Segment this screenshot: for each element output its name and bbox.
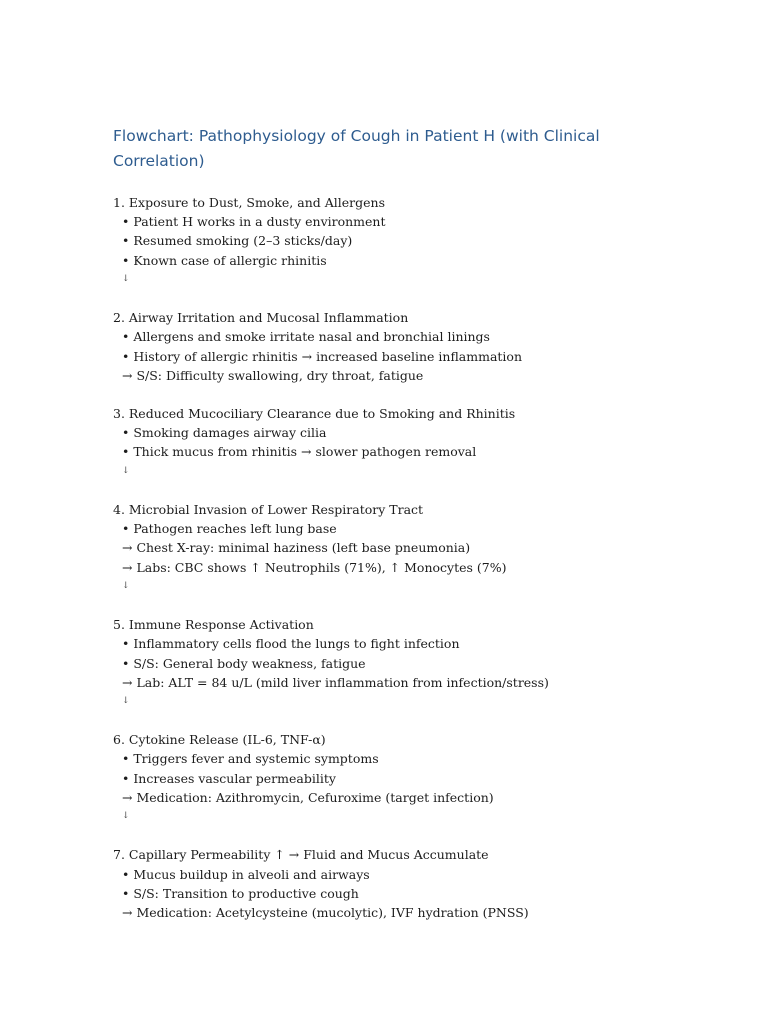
step-detail-line: • Smoking damages airway cilia (122, 425, 327, 441)
step-detail-line: • History of allergic rhinitis → increased baseline inflammation (122, 348, 523, 364)
section-spacer (113, 711, 713, 730)
flowchart-step-2 (113, 308, 713, 404)
step-heading: 5. Immune Response Activation (113, 617, 314, 633)
step-detail-line: • Inflammatory cells flood the lungs to fight infection (122, 636, 460, 652)
step-detail-line: • S/S: Transition to productive cough (122, 885, 359, 901)
step-detail-line: → S/S: Difficulty swallowing, dry throat, fatigue (122, 367, 424, 383)
step-detail-line: → Medication: Azithromycin, Cefuroxime (target infection) (122, 789, 494, 805)
step-detail-line: • Thick mucus from rhinitis → slower pathogen removal (122, 444, 477, 460)
document-title: Flowchart: Pathophysiology of Cough in Patient H (with Clinical Correlation) (113, 127, 600, 170)
flowchart-step-6 (113, 730, 713, 845)
step-detail-line: • Mucus buildup in alveoli and airways (122, 866, 370, 882)
section-spacer (113, 826, 713, 845)
step-heading: 3. Reduced Mucociliary Clearance due to Smoking and Rhinitis (113, 406, 516, 422)
step-heading: 4. Microbial Invasion of Lower Respiratory Tract (113, 502, 424, 517)
flowchart-step-4 (113, 500, 713, 615)
flowchart-step-1 (113, 193, 713, 308)
section-spacer (113, 289, 713, 308)
down-arrow-connector: ↓ (122, 580, 130, 591)
step-heading: 7. Capillary Permeability ↑ → Fluid and Mucus Accumulate (113, 847, 489, 863)
step-detail-line: • S/S: General body weakness, fatigue (122, 655, 366, 671)
down-arrow-connector: ↓ (122, 465, 130, 476)
down-arrow-connector: ↓ (122, 273, 130, 284)
section-spacer (113, 385, 713, 404)
step-heading: 2. Airway Irritation and Mucosal Inflammation (113, 310, 409, 326)
down-arrow-connector: ↓ (122, 811, 130, 821)
step-detail-line: • Allergens and smoke irritate nasal and bronchial linings (122, 329, 490, 345)
flowchart-step-3 (113, 404, 713, 500)
step-heading: 6. Cytokine Release (IL-6, TNF-α) (113, 732, 326, 748)
step-detail-line: • Triggers fever and systemic symptoms (122, 751, 379, 767)
step-detail-line: • Known case of allergic rhinitis (122, 252, 327, 268)
down-arrow-connector: ↓ (122, 695, 130, 706)
flowchart-step-7 (113, 845, 713, 922)
step-detail-line: • Increases vascular permeability (122, 770, 336, 786)
step-detail-line: • Patient H works in a dusty environment (122, 214, 386, 230)
step-detail-line: → Chest X-ray: minimal haziness (left base pneumonia) (122, 540, 471, 556)
flowchart-body (113, 193, 713, 922)
section-spacer (113, 481, 713, 500)
step-detail-line: • Resumed smoking (2–3 sticks/day) (122, 233, 353, 249)
step-detail-line: • Pathogen reaches left lung base (122, 521, 337, 537)
step-heading: 1. Exposure to Dust, Smoke, and Allergens (113, 195, 385, 210)
section-spacer (113, 596, 713, 615)
step-detail-line: → Labs: CBC shows ↑ Neutrophils (71%), ↑ Monocytes (7%) (122, 559, 507, 575)
flowchart-step-5 (113, 615, 713, 730)
step-detail-line: → Medication: Acetylcysteine (mucolytic), IVF hydration (PNSS) (122, 904, 529, 920)
step-detail-line: → Lab: ALT = 84 u/L (mild liver inflammation from infection/stress) (122, 674, 549, 690)
